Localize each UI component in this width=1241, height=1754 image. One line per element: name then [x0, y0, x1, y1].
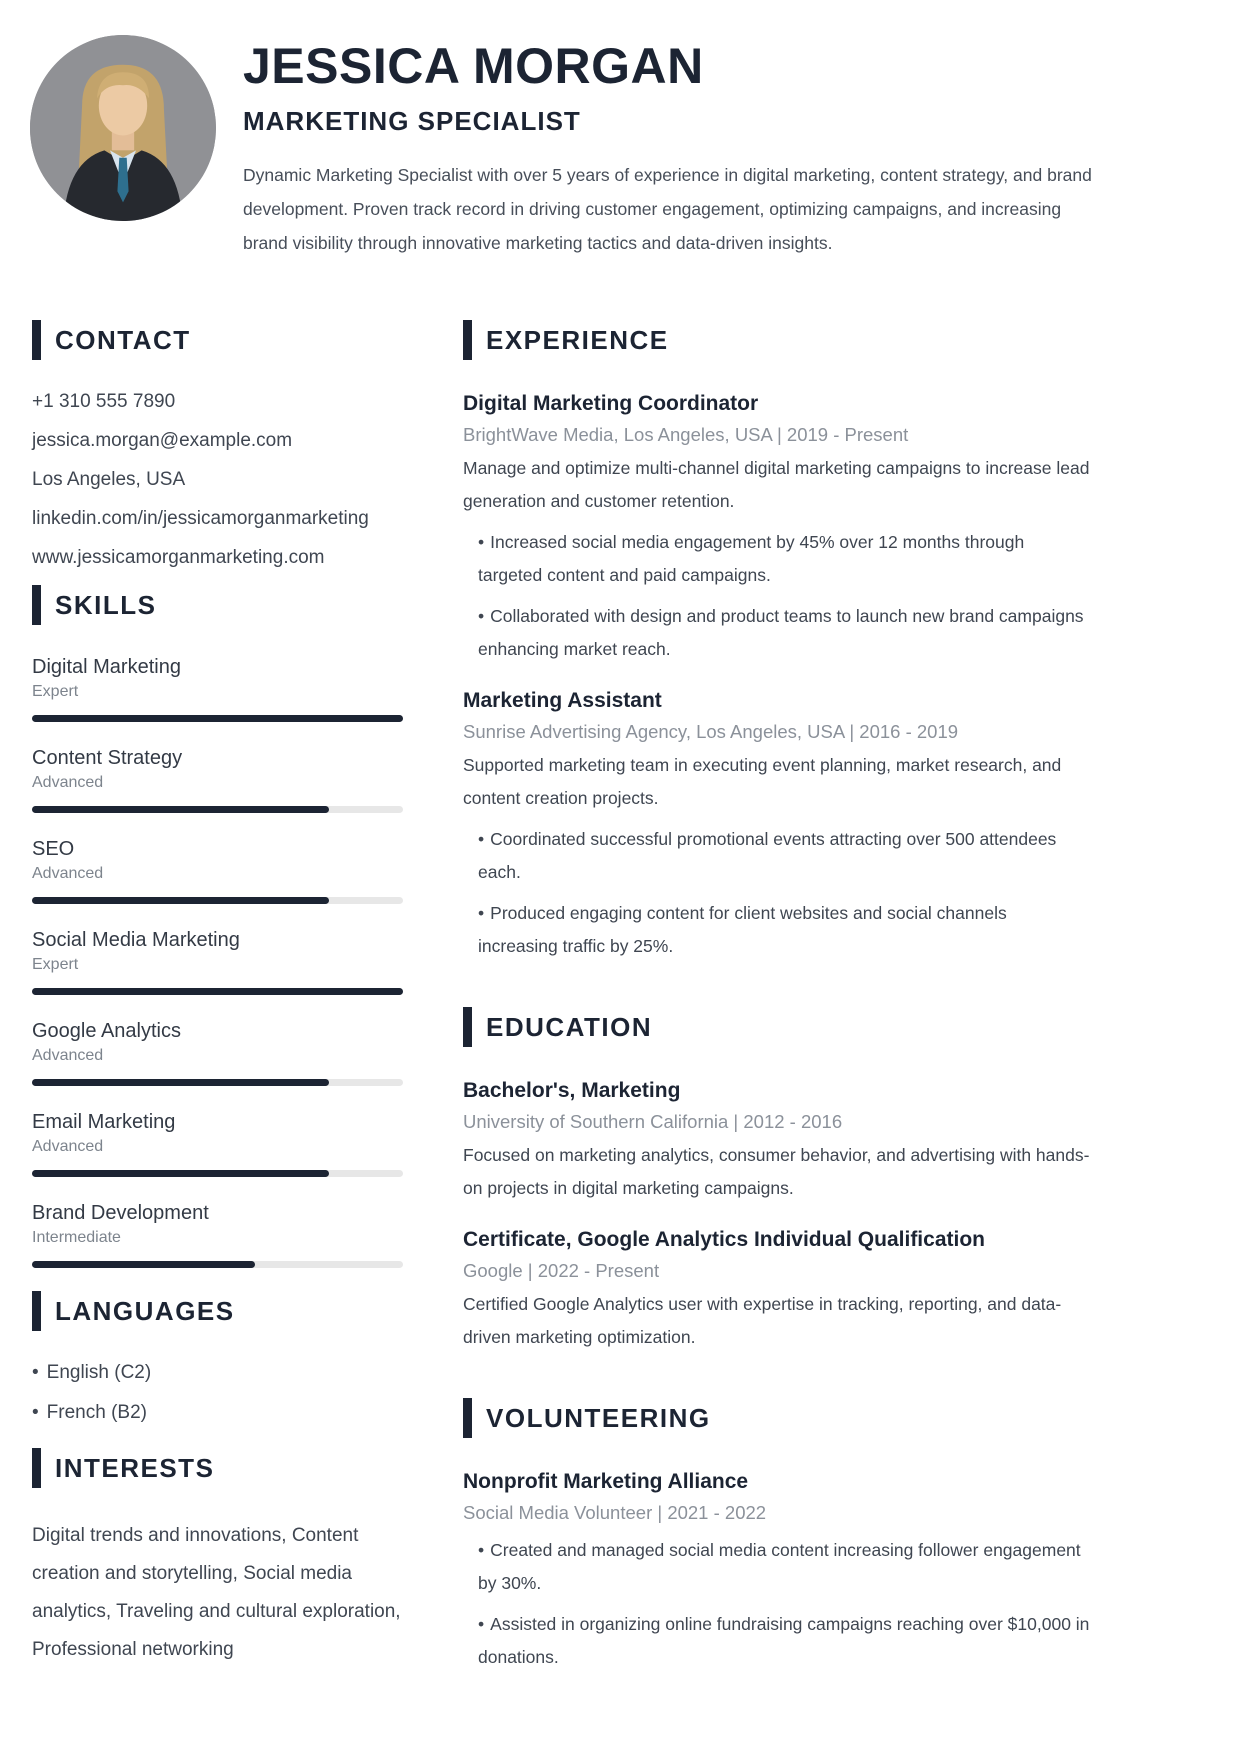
degree-description: Focused on marketing analytics, consumer behavior, and advertising with hands-on projects in digital marketing campaigns. — [463, 1145, 1090, 1198]
degree-title: Bachelor's, Marketing — [463, 1079, 681, 1102]
education-heading — [463, 1007, 1090, 1047]
volunteer-bullet — [478, 1608, 1090, 1674]
job-description: Manage and optimize multi-channel digital marketing campaigns to increase lead generation and customer retention. — [463, 458, 1090, 511]
job-meta: BrightWave Media, Los Angeles, USA | 2019 - Present — [463, 424, 909, 445]
skill-level: Advanced — [32, 1138, 104, 1155]
volunteer-bullet-text: Created and managed social media content increasing follower engagement by 30%. — [478, 1540, 1081, 1593]
language-label: French (B2) — [46, 1402, 147, 1423]
skill-level: Advanced — [32, 774, 104, 791]
skill-name: Digital Marketing — [32, 656, 181, 678]
bullet-dot: • — [478, 1540, 485, 1560]
skill-item — [32, 1109, 403, 1177]
job-bullet — [478, 600, 1090, 666]
interests-heading-label: INTERESTS — [55, 1452, 215, 1483]
job-bullet — [478, 897, 1090, 963]
contact-location: Los Angeles, USA — [32, 469, 186, 490]
section-accent-bar — [463, 1398, 472, 1438]
section-accent-bar — [32, 1291, 41, 1331]
bullet-dot: • — [478, 1614, 485, 1634]
skill-name: Content Strategy — [32, 747, 183, 769]
profile-photo-illustration — [30, 35, 216, 221]
contact-linkedin: linkedin.com/in/jessicamorganmarketing — [32, 508, 369, 529]
contact-heading — [32, 320, 403, 360]
education-heading-label: EDUCATION — [486, 1011, 653, 1042]
contact-phone: +1 310 555 7890 — [32, 391, 176, 412]
degree-meta: University of Southern California | 2012 - 2016 — [463, 1111, 843, 1132]
section-accent-bar — [32, 1448, 41, 1488]
skill-bar-fill — [32, 806, 329, 813]
bullet-dot: • — [478, 829, 485, 849]
certificate-meta: Google | 2022 - Present — [463, 1260, 660, 1281]
languages-heading — [32, 1291, 403, 1331]
contact-email: jessica.morgan@example.com — [32, 430, 293, 451]
skill-bar-fill — [32, 1261, 255, 1268]
education-section — [463, 1007, 1090, 1354]
skill-bar-fill — [32, 988, 403, 995]
education-entry — [463, 1076, 1090, 1205]
volunteer-meta: Social Media Volunteer | 2021 - 2022 — [463, 1502, 767, 1523]
contact-section — [32, 320, 403, 571]
volunteer-bullets — [463, 1534, 1090, 1674]
volunteer-org: Nonprofit Marketing Alliance — [463, 1470, 749, 1493]
skill-item — [32, 1018, 403, 1086]
profile-photo — [30, 35, 216, 221]
job-bullet-text: Produced engaging content for client websites and social channels increasing traffic by 25%. — [478, 903, 1007, 956]
volunteering-entry — [463, 1467, 1090, 1674]
interests-section — [32, 1448, 403, 1669]
skill-item — [32, 745, 403, 813]
section-accent-bar — [32, 585, 41, 625]
contact-heading-label: CONTACT — [55, 324, 191, 355]
skills-heading-label: SKILLS — [55, 589, 157, 620]
bullet-dot: • — [478, 532, 485, 552]
bullet-dot: • — [478, 606, 485, 626]
skill-item — [32, 927, 403, 995]
skill-item — [32, 1200, 403, 1268]
skill-level: Intermediate — [32, 1229, 121, 1246]
experience-entry — [463, 686, 1090, 963]
header — [0, 0, 1241, 260]
job-title: Digital Marketing Coordinator — [463, 392, 759, 415]
volunteering-heading — [463, 1398, 1090, 1438]
skill-bar-fill — [32, 897, 329, 904]
language-item — [32, 1360, 403, 1386]
volunteer-bullet — [478, 1534, 1090, 1600]
skill-name: SEO — [32, 838, 75, 860]
skill-level: Expert — [32, 683, 79, 700]
section-accent-bar — [463, 1007, 472, 1047]
skill-name: Social Media Marketing — [32, 929, 240, 951]
skill-bar-track — [32, 715, 403, 722]
skill-level: Expert — [32, 956, 79, 973]
experience-section — [463, 320, 1090, 963]
skill-name: Brand Development — [32, 1202, 209, 1224]
skill-bar-track — [32, 1261, 403, 1268]
job-bullets — [463, 823, 1090, 963]
skills-section — [32, 585, 403, 1268]
profile-summary: Dynamic Marketing Specialist with over 5 years of experience in digital marketing, content strategy, and brand development. Proven track record in driving customer engagement, optimizing campaigns, and increasing brand visibility through innovative marketing tactics and data-driven insights. — [243, 165, 1092, 253]
sidebar-column — [32, 320, 403, 1694]
bullet-dot: • — [478, 903, 485, 923]
skill-name: Google Analytics — [32, 1020, 181, 1042]
education-entry — [463, 1225, 1090, 1354]
job-description: Supported marketing team in executing event planning, market research, and content creation projects. — [463, 755, 1062, 808]
skill-bar-track — [32, 806, 403, 813]
languages-section — [32, 1291, 403, 1426]
header-text — [243, 35, 1096, 260]
skill-item — [32, 836, 403, 904]
languages-heading-label: LANGUAGES — [55, 1295, 235, 1326]
skill-bar-track — [32, 1170, 403, 1177]
contact-website: www.jessicamorganmarketing.com — [32, 547, 325, 568]
skill-bar-track — [32, 897, 403, 904]
certificate-title: Certificate, Google Analytics Individual Qualification — [463, 1228, 985, 1251]
bullet-dot: • — [32, 1402, 39, 1423]
skills-heading — [32, 585, 403, 625]
skill-level: Advanced — [32, 1047, 104, 1064]
job-meta: Sunrise Advertising Agency, Los Angeles, USA | 2016 - 2019 — [463, 721, 959, 742]
skill-bar-fill — [32, 1170, 329, 1177]
bullet-dot: • — [32, 1362, 39, 1383]
volunteering-section — [463, 1398, 1090, 1674]
interests-heading — [32, 1448, 403, 1488]
skill-bar-fill — [32, 1079, 329, 1086]
body-columns — [0, 320, 1241, 1694]
skill-bar-track — [32, 988, 403, 995]
main-column — [463, 320, 1090, 1694]
section-accent-bar — [32, 320, 41, 360]
job-title: Marketing Assistant — [463, 689, 662, 712]
language-item — [32, 1400, 403, 1426]
certificate-description: Certified Google Analytics user with expertise in tracking, reporting, and data-driven marketing optimization. — [463, 1294, 1062, 1347]
job-bullet-text: Increased social media engagement by 45% over 12 months through targeted content and paid campaigns. — [478, 532, 1025, 585]
job-bullet — [478, 823, 1090, 889]
section-accent-bar — [463, 320, 472, 360]
volunteer-bullet-text: Assisted in organizing online fundraising campaigns reaching over $10,000 in donations. — [478, 1614, 1090, 1667]
skill-level: Advanced — [32, 865, 104, 882]
skill-bar-fill — [32, 715, 403, 722]
skill-name: Email Marketing — [32, 1111, 176, 1133]
language-label: English (C2) — [46, 1362, 152, 1383]
skill-item — [32, 654, 403, 722]
candidate-name: JESSICA MORGAN — [243, 38, 704, 94]
job-bullet — [478, 526, 1090, 592]
experience-heading — [463, 320, 1090, 360]
experience-entry — [463, 389, 1090, 666]
job-bullet-text: Collaborated with design and product teams to launch new brand campaigns enhancing market reach. — [478, 606, 1084, 659]
candidate-title: MARKETING SPECIALIST — [243, 106, 581, 136]
volunteering-heading-label: VOLUNTEERING — [486, 1402, 711, 1433]
job-bullet-text: Coordinated successful promotional events attracting over 500 attendees each. — [478, 829, 1057, 882]
experience-heading-label: EXPERIENCE — [486, 324, 669, 355]
job-bullets — [463, 526, 1090, 666]
skill-bar-track — [32, 1079, 403, 1086]
interests-text: Digital trends and innovations, Content creation and storytelling, Social media analytics, Traveling and cultural exploration, Professional networking — [32, 1525, 401, 1660]
